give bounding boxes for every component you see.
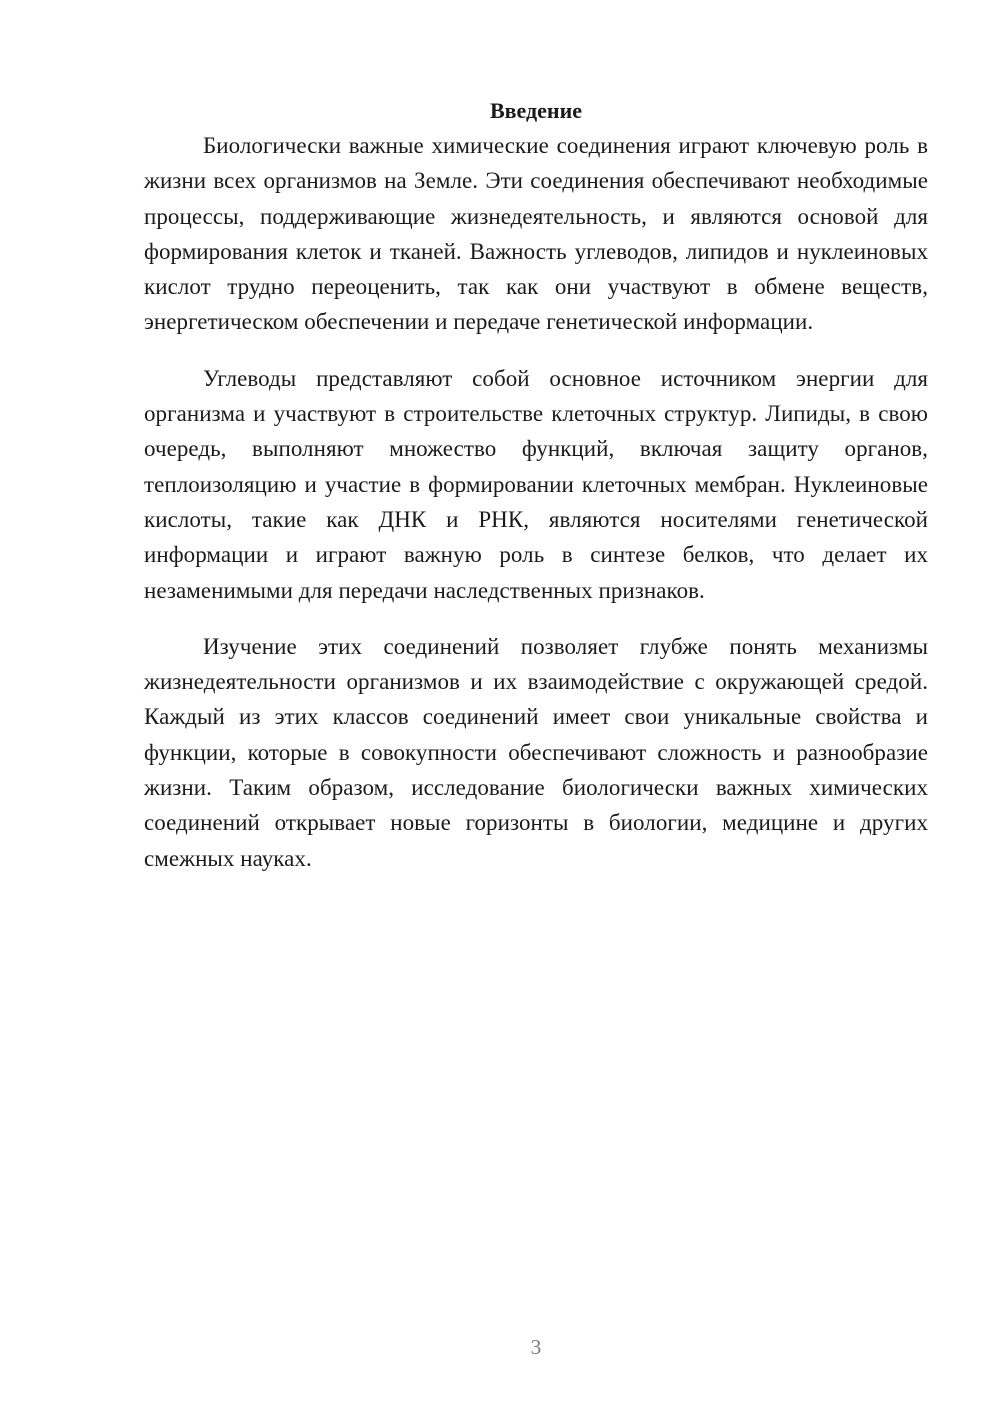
page-number: 3	[530, 1335, 542, 1359]
paragraph-2: Углеводы представляют собой основное источником энергии для организма и участвуют в строительстве клеточных структур. Липиды, в свою очередь, выполняют множество функций, включая защиту органов, теплоизоляцию и участие в формировании клеточных мембран. Нуклеиновые кислоты, такие как ДНК и РНК, являются носителями генетической информации и играют важную роль в синтезе белков, что делает их незаменимыми для передачи наследственных признаков.	[144, 365, 928, 603]
page-content	[144, 96, 928, 897]
section-title: Введение	[489, 98, 583, 123]
paragraph-3: Изучение этих соединений позволяет глубже понять механизмы жизнедеятельности организмов и их взаимодействие с окружающей средой. Каждый из этих классов соединений имеет свои уникальные свойства и функции, которые в совокупности обеспечивают сложность и разнообразие жизни. Таким образом, исследование биологически важных химических соединений открывает новые горизонты в биологии, медицине и других смежных науках.	[144, 633, 928, 871]
paragraph-1: Биологически важные химические соединения играют ключевую роль в жизни всех организмов на Земле. Эти соединения обеспечивают необходимые процессы, поддерживающие жизнедеятельность, и являются основой для формирования клеток и тканей. Важность углеводов, липидов и нуклеиновых кислот трудно переоценить, так как они участвуют в обмене веществ, энергетическом обеспечении и передаче генетической информации.	[144, 133, 928, 335]
